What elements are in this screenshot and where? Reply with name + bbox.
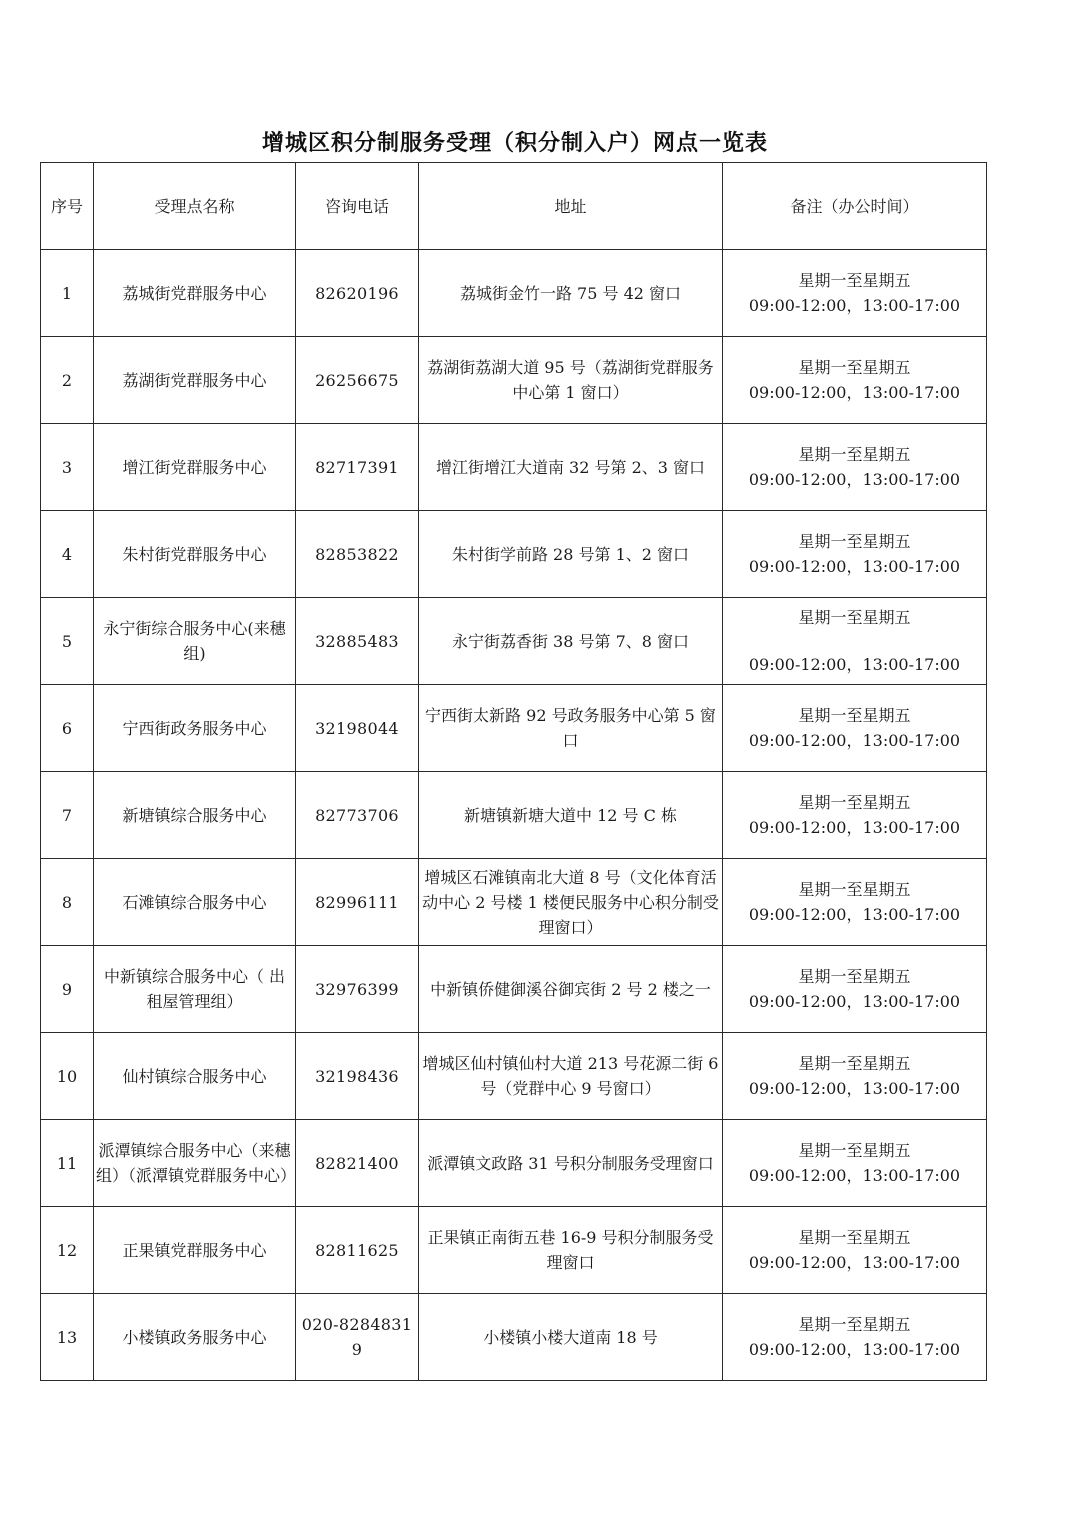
row-note: [723, 424, 987, 511]
row-phone: 82620196: [296, 250, 419, 337]
row-name: 中新镇综合服务中心（ 出租屋管理组）: [94, 946, 296, 1033]
row-name: 正果镇党群服务中心: [94, 1207, 296, 1294]
table-row: [41, 1120, 987, 1207]
row-address: 永宁街荔香街 38 号第 7、8 窗口: [419, 598, 723, 685]
row-days: 星期一至星期五: [798, 706, 911, 725]
row-no: 5: [41, 598, 94, 685]
row-note: [723, 598, 987, 685]
table-row: [41, 1033, 987, 1120]
row-no: 11: [41, 1120, 94, 1207]
row-address: 增城区仙村镇仙村大道 213 号花源二街 6 号（党群中心 9 号窗口）: [419, 1033, 723, 1120]
table-row: [41, 1207, 987, 1294]
row-name: 新塘镇综合服务中心: [94, 772, 296, 859]
row-days: 星期一至星期五: [798, 1228, 911, 1247]
row-phone: 020-82848319: [296, 1294, 419, 1381]
row-no: 1: [41, 250, 94, 337]
row-phone: 26256675: [296, 337, 419, 424]
row-phone: 82773706: [296, 772, 419, 859]
row-days: 星期一至星期五: [798, 271, 911, 290]
row-hours: 09:00-12:00，13:00-17:00: [748, 1079, 961, 1098]
row-address: 荔湖街荔湖大道 95 号（荔湖街党群服务中心第 1 窗口）: [419, 337, 723, 424]
row-days: 星期一至星期五: [798, 880, 911, 899]
row-no: 7: [41, 772, 94, 859]
row-no: 6: [41, 685, 94, 772]
row-no: 4: [41, 511, 94, 598]
row-hours: 09:00-12:00，13:00-17:00: [748, 655, 961, 674]
row-hours: 09:00-12:00，13:00-17:00: [748, 557, 961, 576]
row-no: 8: [41, 859, 94, 946]
row-name: 增江街党群服务中心: [94, 424, 296, 511]
row-hours: 09:00-12:00，13:00-17:00: [748, 470, 961, 489]
row-hours: 09:00-12:00，13:00-17:00: [748, 1340, 961, 1359]
row-name: 朱村街党群服务中心: [94, 511, 296, 598]
table-row: [41, 424, 987, 511]
row-address: 正果镇正南街五巷 16-9 号积分制服务受理窗口: [419, 1207, 723, 1294]
row-hours: 09:00-12:00，13:00-17:00: [748, 1253, 961, 1272]
row-no: 10: [41, 1033, 94, 1120]
row-days: 星期一至星期五: [798, 967, 911, 986]
header-name: 受理点名称: [94, 163, 296, 250]
row-days: 星期一至星期五: [798, 445, 911, 464]
row-address: 增江街增江大道南 32 号第 2、3 窗口: [419, 424, 723, 511]
row-name: 小楼镇政务服务中心: [94, 1294, 296, 1381]
row-name: 派潭镇综合服务中心（来穗组）（派潭镇党群服务中心）: [94, 1120, 296, 1207]
row-hours: 09:00-12:00，13:00-17:00: [748, 818, 961, 837]
row-no: 9: [41, 946, 94, 1033]
header-phone: 咨询电话: [296, 163, 419, 250]
row-note: [723, 337, 987, 424]
header-note: 备注（办公时间）: [723, 163, 987, 250]
row-address: 派潭镇文政路 31 号积分制服务受理窗口: [419, 1120, 723, 1207]
row-name: 荔城街党群服务中心: [94, 250, 296, 337]
row-days: 星期一至星期五: [798, 532, 911, 551]
row-hours: 09:00-12:00，13:00-17:00: [748, 992, 961, 1011]
row-name: 荔湖街党群服务中心: [94, 337, 296, 424]
table-row: [41, 946, 987, 1033]
row-no: 12: [41, 1207, 94, 1294]
row-phone: 32198436: [296, 1033, 419, 1120]
table-header-row: [41, 163, 987, 250]
row-hours: 09:00-12:00，13:00-17:00: [748, 296, 961, 315]
row-address: 朱村街学前路 28 号第 1、2 窗口: [419, 511, 723, 598]
table-row: [41, 1294, 987, 1381]
table-row: [41, 598, 987, 685]
row-note: [723, 250, 987, 337]
row-note: [723, 772, 987, 859]
header-address: 地址: [419, 163, 723, 250]
row-name: 仙村镇综合服务中心: [94, 1033, 296, 1120]
table-row: [41, 511, 987, 598]
table-row: [41, 772, 987, 859]
row-days: 星期一至星期五: [798, 1315, 911, 1334]
row-note: [723, 1033, 987, 1120]
row-address: 增城区石滩镇南北大道 8 号（文化体育活动中心 2 号楼 1 楼便民服务中心积分制受理窗口）: [419, 859, 723, 946]
row-address: 宁西街太新路 92 号政务服务中心第 5 窗口: [419, 685, 723, 772]
row-note: [723, 511, 987, 598]
row-phone: 82996111: [296, 859, 419, 946]
header-no: 序号: [41, 163, 94, 250]
row-no: 3: [41, 424, 94, 511]
row-no: 2: [41, 337, 94, 424]
row-note: [723, 946, 987, 1033]
table-row: [41, 250, 987, 337]
row-phone: 32885483: [296, 598, 419, 685]
row-phone: 82821400: [296, 1120, 419, 1207]
row-note: [723, 685, 987, 772]
row-note: [723, 1207, 987, 1294]
table-row: [41, 337, 987, 424]
row-phone: 32198044: [296, 685, 419, 772]
row-days: 星期一至星期五: [798, 1141, 911, 1160]
row-note: [723, 1120, 987, 1207]
service-sites-table: [40, 162, 987, 1381]
row-address: 小楼镇小楼大道南 18 号: [419, 1294, 723, 1381]
row-name: 宁西街政务服务中心: [94, 685, 296, 772]
row-days: 星期一至星期五: [798, 1054, 911, 1073]
row-phone: 32976399: [296, 946, 419, 1033]
row-phone: 82853822: [296, 511, 419, 598]
row-hours: 09:00-12:00，13:00-17:00: [748, 383, 961, 402]
row-days: 星期一至星期五: [798, 358, 911, 377]
row-note: [723, 859, 987, 946]
row-phone: 82811625: [296, 1207, 419, 1294]
row-hours: 09:00-12:00，13:00-17:00: [748, 905, 961, 924]
row-hours: 09:00-12:00，13:00-17:00: [748, 1166, 961, 1185]
row-days: 星期一至星期五: [798, 608, 911, 627]
row-address: 荔城街金竹一路 75 号 42 窗口: [419, 250, 723, 337]
row-phone: 82717391: [296, 424, 419, 511]
row-days: 星期一至星期五: [798, 793, 911, 812]
table-row: [41, 685, 987, 772]
document-title: 增城区积分制服务受理（积分制入户）网点一览表: [261, 131, 768, 156]
row-address: 新塘镇新塘大道中 12 号 C 栋: [419, 772, 723, 859]
table-row: [41, 859, 987, 946]
row-address: 中新镇侨健御溪谷御宾街 2 号 2 楼之一: [419, 946, 723, 1033]
row-name: 永宁街综合服务中心(来穗组): [94, 598, 296, 685]
row-name: 石滩镇综合服务中心: [94, 859, 296, 946]
row-hours: 09:00-12:00，13:00-17:00: [748, 731, 961, 750]
row-note: [723, 1294, 987, 1381]
row-no: 13: [41, 1294, 94, 1381]
